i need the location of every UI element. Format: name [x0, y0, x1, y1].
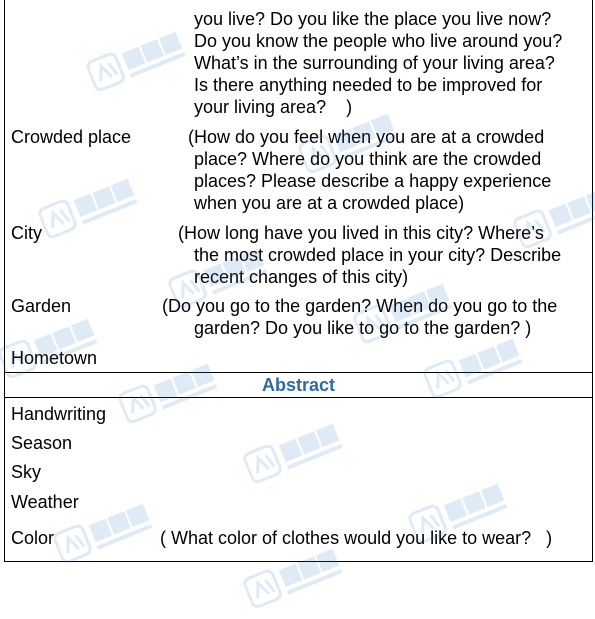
question-line: recent changes of this city): [194, 267, 409, 287]
question-line: when you are at a crowded place): [194, 193, 465, 213]
question-line: (How long have you lived in this city? Where’s: [178, 223, 544, 243]
section-heading: Abstract: [261, 375, 336, 395]
intro-line: What’s in the surrounding of your living area?: [194, 53, 555, 73]
topic-label: Color: [11, 528, 55, 548]
question-line: (Do you go to the garden? When do you go to the: [162, 296, 558, 316]
intro-line: you live? Do you like the place you live now?: [194, 9, 552, 29]
intro-line: Do you know the people who live around you?: [194, 31, 563, 51]
topic-label: Crowded place: [11, 127, 132, 147]
question-line: garden? Do you like to go to the garden? ): [194, 318, 532, 338]
topic-label: Weather: [11, 492, 79, 512]
topic-label: Sky: [11, 462, 42, 482]
question-line: the most crowded place in your city? Describe: [194, 245, 562, 265]
question-line: places? Please describe a happy experience: [194, 171, 552, 191]
question-line: (How do you feel when you are at a crowded: [188, 127, 545, 147]
topic-label: Hometown: [11, 348, 98, 368]
topic-label: Handwriting: [11, 404, 107, 424]
intro-line: Is there anything needed to be improved for: [194, 75, 543, 95]
intro-line: your living area? ): [194, 97, 353, 117]
topic-label: Garden: [11, 296, 72, 316]
topic-label: City: [11, 223, 42, 243]
question-line: place? Where do you think are the crowded: [194, 149, 542, 169]
divider: [4, 397, 593, 398]
topic-label: Season: [11, 433, 73, 453]
question-line: ( What color of clothes would you like to wear? ): [160, 528, 553, 548]
